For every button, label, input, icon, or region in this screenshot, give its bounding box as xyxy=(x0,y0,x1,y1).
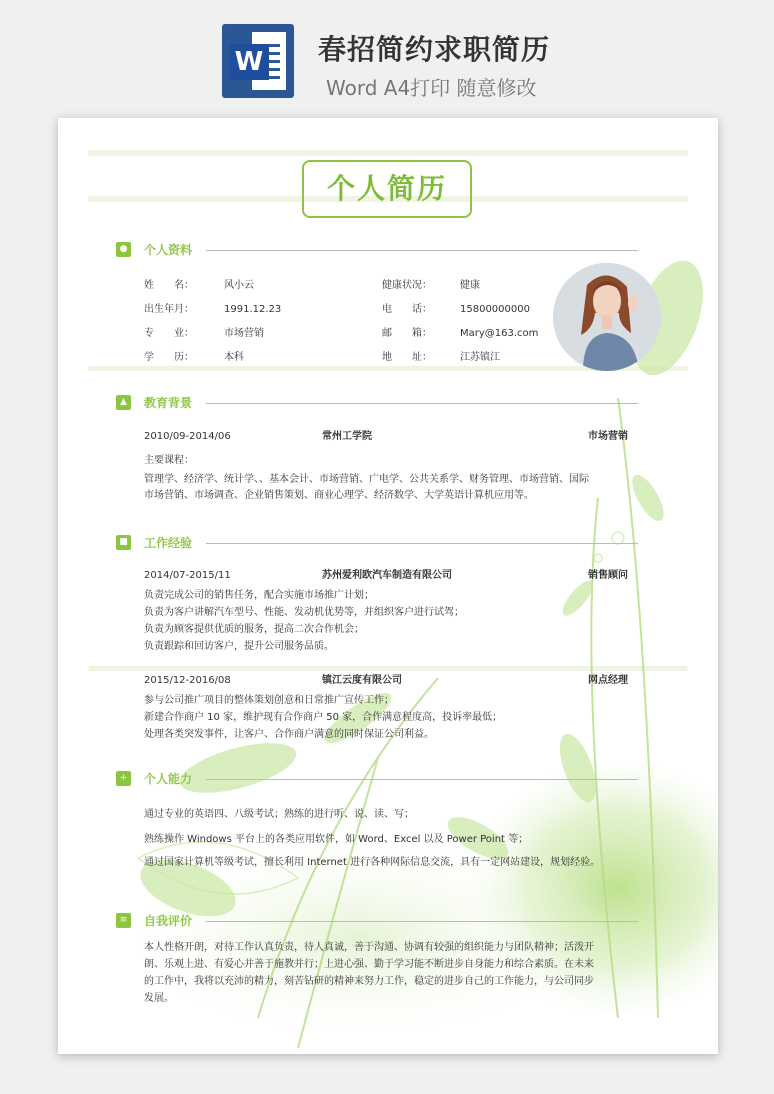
job-position: 销售顾问 xyxy=(588,570,628,581)
field-label: 健康状况： xyxy=(382,280,432,291)
field-value: 1991.12.23 xyxy=(224,304,282,315)
self-eval-line: 发展。 xyxy=(144,993,174,1004)
field-label: 专 业： xyxy=(144,328,194,339)
field-value: 健康 xyxy=(460,280,480,291)
field-value: Mary@163.com xyxy=(460,328,539,339)
field-value: 本科 xyxy=(224,352,244,363)
resume-page xyxy=(58,118,718,1054)
section-divider xyxy=(206,250,638,251)
briefcase-icon: ■ xyxy=(116,535,131,550)
word-icon xyxy=(222,24,294,98)
resume-title: 个人简历 xyxy=(302,160,472,218)
section-title: 教育背景 xyxy=(144,396,193,410)
self-eval-line: 本人性格开朗，对待工作认真负责，待人真诚，善于沟通、协调有较强的组织能力与团队精神；活泼开 xyxy=(144,942,594,953)
field-value: 市场营销 xyxy=(224,328,264,339)
field-label: 地 址： xyxy=(382,352,432,363)
self-eval-line: 的工作中，我将以充沛的精力，刻苦钻研的精神来努力工作，稳定的进步自己的工作能力，与公司同步 xyxy=(144,976,594,987)
profile-photo-image xyxy=(553,263,661,371)
field-label: 邮 箱： xyxy=(382,328,432,339)
word-icon-letter: W xyxy=(229,44,269,80)
job-company: 镇江云度有限公司 xyxy=(322,675,402,686)
section-personal xyxy=(116,241,638,261)
field-label: 姓 名： xyxy=(144,280,194,291)
courses-line: 市场营销、市场调查、企业销售策划、商业心理学、经济数学、大学英语计算机应用等。 xyxy=(144,490,534,501)
speech-bubble-icon: ≡ xyxy=(116,913,131,928)
section-skills xyxy=(116,770,638,790)
section-self-eval xyxy=(116,912,638,932)
section-title: 自我评价 xyxy=(144,914,193,928)
section-divider xyxy=(206,403,638,404)
edu-major: 市场营销 xyxy=(588,431,628,442)
skill-item: 通过国家计算机等级考试，擅长利用 Internet 进行各种网际信息交流，具有一定网站建设，规划经验。 xyxy=(144,857,601,868)
person-plus-icon: + xyxy=(116,771,131,786)
section-work xyxy=(116,534,638,554)
field-label: 电 话： xyxy=(382,304,432,315)
job-duty: 负责跟踪和回访客户，提升公司服务品质。 xyxy=(144,641,334,652)
job-duty: 负责为客户讲解汽车型号、性能、发动机优势等，并组织客户进行试驾； xyxy=(144,607,464,618)
edu-period: 2010/09-2014/06 xyxy=(144,431,231,442)
page-subtitle: Word A4打印 随意修改 xyxy=(326,76,537,100)
field-value: 江苏镇江 xyxy=(460,352,500,363)
self-eval-line: 朗、乐观上进、有爱心并善于施教并行；上进心强、勤于学习能不断进步自身能力和综合素质。在未来 xyxy=(144,959,594,970)
graduation-cap-icon: ▲ xyxy=(116,395,131,410)
edu-school: 常州工学院 xyxy=(322,431,372,442)
job-period: 2014/07-2015/11 xyxy=(144,570,231,581)
promo-header xyxy=(0,0,774,118)
job-period: 2015/12-2016/08 xyxy=(144,675,231,686)
field-label: 出生年月： xyxy=(144,304,194,315)
job-position: 网点经理 xyxy=(588,675,628,686)
field-label: 学 历： xyxy=(144,352,194,363)
field-value: 风小云 xyxy=(224,280,254,291)
section-divider xyxy=(206,779,638,780)
courses-line: 管理学、经济学、统计学、、基本会计、市场营销、广电学、公共关系学、财务管理、市场营销、国际 xyxy=(144,474,589,485)
section-title: 工作经验 xyxy=(144,536,193,550)
job-duty: 参与公司推广项目的整体策划创意和日常推广宣传工作； xyxy=(144,695,394,706)
section-title: 个人能力 xyxy=(144,772,193,786)
profile-photo xyxy=(553,263,661,371)
job-duty: 负责为顾客提供优质的服务，提高二次合作机会； xyxy=(144,624,364,635)
page-title: 春招简约求职简历 xyxy=(318,33,551,66)
section-divider xyxy=(206,543,638,544)
job-company: 苏州爱利欧汽车制造有限公司 xyxy=(322,570,452,581)
job-duty: 负责完成公司的销售任务，配合实施市场推广计划； xyxy=(144,590,374,601)
field-value: 15800000000 xyxy=(460,304,530,315)
skill-item: 熟练操作 Windows 平台上的各类应用软件，如 Word、Excel 以及 Power Point 等； xyxy=(144,834,529,845)
section-title: 个人资料 xyxy=(144,243,193,257)
section-divider xyxy=(206,921,638,922)
job-duty: 新建合作商户 10 家，维护现有合作商户 50 家，合作满意程度高，投诉率最低； xyxy=(144,712,503,723)
job-duty: 处理各类突发事件，让客户、合作商户满意的同时保证公司利益。 xyxy=(144,729,434,740)
section-education xyxy=(116,394,638,414)
skill-item: 通过专业的英语四、八级考试；熟练的进行听、说、读、写； xyxy=(144,809,414,820)
courses-label: 主要课程： xyxy=(144,455,194,466)
person-icon: ● xyxy=(116,242,131,257)
